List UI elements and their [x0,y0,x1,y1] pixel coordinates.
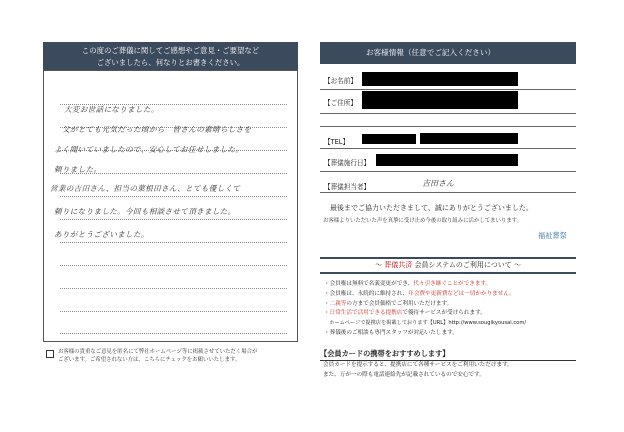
tel-redaction-2 [420,133,518,144]
service-date-label: 【葬儀施行日】 [324,159,371,167]
name-redaction [362,72,518,86]
member-card-text-1: 会員カードを提示すると、提携店にて各種サービスをご利用いただけます。 [323,362,513,368]
title-main: 会員システムのご利用について [414,261,512,269]
thanks-submessage: お客様よりいただいた声を真摯に受け止め今後の取り組みに活かしてまいります。 [323,218,523,224]
ruled-line [60,196,287,197]
divider [320,148,576,149]
divider [320,113,576,114]
comment-section-header [43,42,298,70]
address-label: 【ご住所】 [324,99,357,107]
customer-info-header: お客様情報（任意でご記入ください） [320,42,576,64]
member-benefits-list [324,280,584,339]
handwritten-line: 父がとても元気だった頃から 皆さんの素晴らしさを [62,125,252,134]
ruled-line [60,265,287,266]
optout-note-line-1: お客様の貴重なご意見を匿名にて弊社ホームページ等に掲載させていただく場合が [58,349,258,355]
ruled-line [60,288,287,289]
handwritten-line: 頼りになりました。今回も相談させて頂きました。 [54,207,236,216]
divider [320,192,576,193]
ruled-line [60,242,287,243]
ruled-line [60,333,287,334]
handwritten-line: よく聞いていましたので、安心してお任せしました。 [54,145,244,154]
member-system-title [320,257,576,274]
name-label: 【お名前】 [324,77,357,85]
address-redaction [362,91,518,109]
list-item: ・葬儀後のご相談も専門スタッフが対応いたします。 [324,329,458,336]
tel-label: 【TEL】 [324,138,350,146]
divider [320,89,576,90]
date-redaction [376,154,518,166]
title-prefix: ～ [375,261,383,269]
ruled-line [60,219,287,220]
divider [320,126,576,127]
member-card-text-2: また、万が一の際も電話連絡先が記載されているので安心です。 [323,371,485,378]
handwritten-line: 営業の吉田さん、担当の菓根田さん、とても優しくて [50,184,241,193]
list-item: ・会員権は無料で名義変更ができ、代々引き継ぐことができます。 [324,281,492,287]
list-item: ホームページで提携店を掲載しております【URL】http://www.sougikyousai.com/ [324,320,527,327]
handwritten-line: 頼りました。 [54,165,102,174]
title-accent: 葬儀共済 [384,261,413,269]
tel-redaction-1 [362,134,416,144]
member-card-text [323,361,579,380]
staff-handwritten: 吉田さん [422,179,454,188]
list-item: ・会員権は、永続的に維持され、年会費や更新費などは一切かかりません。 [324,290,515,297]
divider [320,171,576,172]
header-line-1: この度のご葬儀に関してご感想やご意見・ご要望など [81,46,260,55]
handwritten-line: 大変お世話になりました。 [64,105,159,114]
list-item: ・日常生活で活用できる提携店で優待サービスが受けられます。 [324,310,486,317]
company-signature: 福祉葬祭 [538,231,567,240]
publish-optout-checkbox[interactable] [46,350,54,358]
optout-note [58,348,308,364]
handwritten-line: ありがとうございました。 [54,230,149,239]
member-card-title: 【会員カードの携帯をおすすめします】 [320,349,576,361]
thanks-message: 最後までご協力いただきまして、誠にありがとうございました。 [330,204,533,212]
title-suffix: ～ [513,261,521,269]
staff-label: 【葬儀担当者】 [324,183,371,191]
optout-note-line-2: ございます。ご希望されない方は、こちらにチェックをお願いいたします。 [58,357,241,363]
header-line-2: ございましたら、何なりとお書きください。 [96,58,245,67]
comment-box[interactable] [43,70,298,342]
ruled-line [60,311,287,312]
list-item: ・二親等の方まで会員価格でご利用いただけます。 [324,300,453,307]
